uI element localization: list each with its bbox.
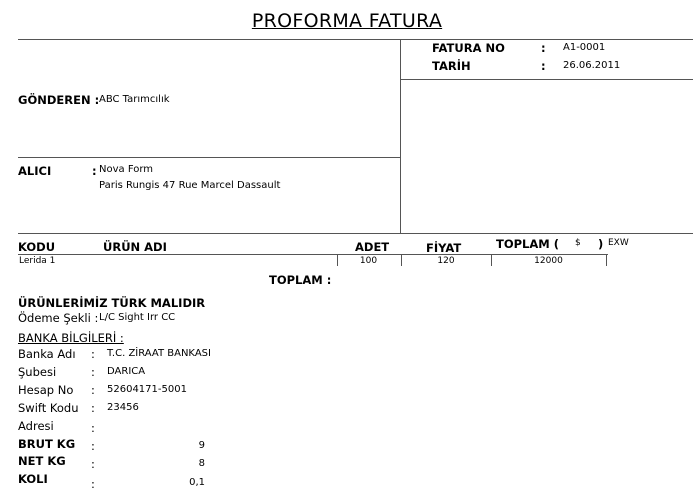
net-weight-label: NET KG [18, 454, 66, 468]
bank-name-value: T.C. ZİRAAT BANKASI [107, 348, 211, 359]
gross-weight-value: 9 [198, 440, 205, 451]
table-cell-price: 120 [437, 256, 455, 266]
net-weight-colon: : [91, 457, 95, 471]
column-header-currency: $ [575, 238, 581, 248]
invoice-no-colon: : [541, 41, 546, 55]
column-header-total: TOPLAM ( [496, 237, 559, 251]
table-cell-border [337, 255, 338, 266]
table-cell-qty: 100 [359, 256, 378, 266]
invoice-date-colon: : [541, 59, 546, 73]
origin-statement: ÜRÜNLERİMİZ TÜRK MALIDIR [18, 296, 206, 310]
bank-swift-colon: : [91, 401, 95, 415]
table-cell-border [401, 255, 402, 266]
payment-value: L/C Sight Irr CC [99, 312, 176, 323]
receiver-colon: : [92, 164, 97, 178]
bank-account-colon: : [91, 383, 95, 397]
column-header-total-close: ) [598, 237, 604, 251]
bank-name-colon: : [91, 347, 95, 361]
invoice-no-label: FATURA NO [432, 41, 505, 55]
bank-branch-value: DARICA [107, 366, 146, 377]
gross-weight-label: BRUT KG [18, 437, 76, 451]
bank-address-colon: : [91, 421, 95, 435]
sender-label: GÖNDEREN : [18, 93, 100, 107]
bank-branch-colon: : [91, 365, 95, 379]
column-header-price: FİYAT [426, 241, 462, 255]
table-total-label: TOPLAM : [269, 273, 332, 287]
sender-divider [18, 157, 400, 158]
package-count-value: 0,1 [189, 477, 205, 488]
page-title: PROFORMA FATURA [251, 10, 443, 32]
header-divider [18, 39, 693, 40]
invoice-date-value: 26.06.2011 [563, 60, 621, 71]
bank-branch-label: Şubesi [18, 365, 57, 379]
payment-label: Ödeme Şekli : [18, 311, 99, 325]
table-cell-code: Lerida 1 [19, 256, 56, 266]
bank-address-label: Adresi [18, 419, 54, 433]
sender-value: ABC Tarımcılık [99, 94, 170, 105]
table-top-divider [18, 233, 693, 234]
package-count-label: KOLI [18, 472, 48, 486]
receiver-address: Paris Rungis 47 Rue Marcel Dassault [99, 180, 281, 191]
info-divider [401, 79, 693, 80]
net-weight-value: 8 [198, 458, 205, 469]
table-cell-border [491, 255, 492, 266]
receiver-name: Nova Form [99, 164, 154, 175]
invoice-date-label: TARİH [432, 59, 471, 73]
header-column-divider [400, 40, 401, 233]
bank-name-label: Banka Adı [18, 347, 76, 361]
bank-swift-value: 23456 [107, 402, 139, 413]
invoice-no-value: A1-0001 [563, 42, 606, 53]
table-cell-border [606, 255, 607, 266]
bank-heading: BANKA BİLGİLERİ : [18, 331, 124, 345]
bank-account-label: Hesap No [18, 383, 74, 397]
bank-account-value: 52604171-5001 [107, 384, 187, 395]
package-count-colon: : [91, 477, 95, 491]
receiver-label: ALICI [18, 164, 52, 178]
table-header-divider [18, 254, 608, 255]
column-header-qty: ADET [355, 240, 390, 254]
gross-weight-colon: : [91, 439, 95, 453]
table-cell-total: 12000 [534, 256, 563, 266]
bank-swift-label: Swift Kodu [18, 401, 79, 415]
column-header-incoterm: EXW [608, 238, 629, 248]
column-header-code: KODU [18, 240, 56, 254]
column-header-product: ÜRÜN ADI [103, 240, 167, 254]
